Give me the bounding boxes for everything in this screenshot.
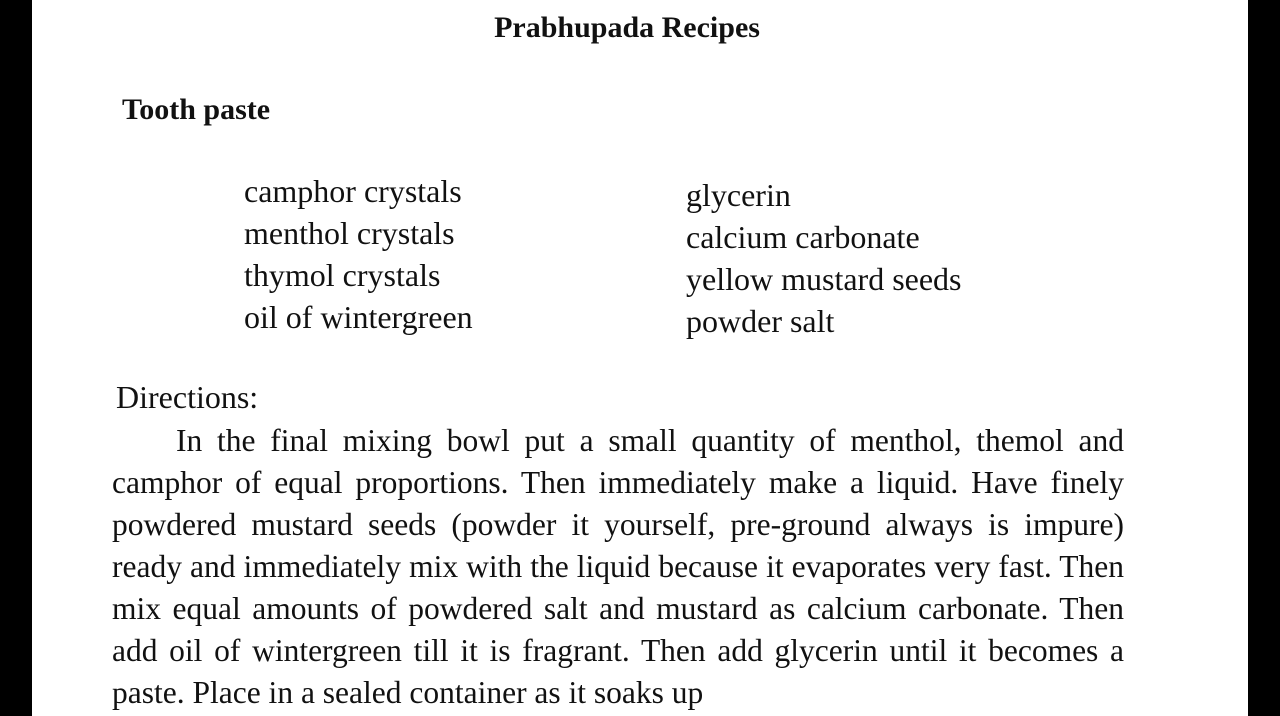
ingredient-item: powder salt <box>686 303 835 339</box>
ingredient-item: camphor crystals <box>244 173 462 209</box>
recipe-name: Tooth paste <box>122 93 271 126</box>
directions-paragraph: In the final mixing bowl put a small quantity of menthol, themol and camphor of equal proportions. Then immediately make a liquid. Have finely powdered mustard seeds (powder it yourself, pre-ground always is impure) ready and immediately mix with the liquid because it evaporates very fast. Then mix equal amounts of powdered salt and mustard as calcium carbonate. Then add oil of wintergreen till it is fragrant. Then add glycerin until it becomes a paste. Place in a sealed container as it soaks up <box>112 423 1124 710</box>
ingredient-item: thymol crystals <box>244 257 441 293</box>
directions-heading: Directions: <box>116 379 259 415</box>
page-title: Prabhupada Recipes <box>494 11 760 44</box>
ingredient-item: menthol crystals <box>244 215 455 251</box>
ingredient-item: yellow mustard seeds <box>686 261 962 297</box>
document-page <box>32 0 1248 716</box>
ingredient-item: oil of wintergreen <box>244 299 473 335</box>
ingredients-list-right <box>686 174 962 342</box>
ingredient-item: glycerin <box>686 177 791 213</box>
ingredients-list-left <box>244 170 473 338</box>
ingredient-item: calcium carbonate <box>686 219 920 255</box>
